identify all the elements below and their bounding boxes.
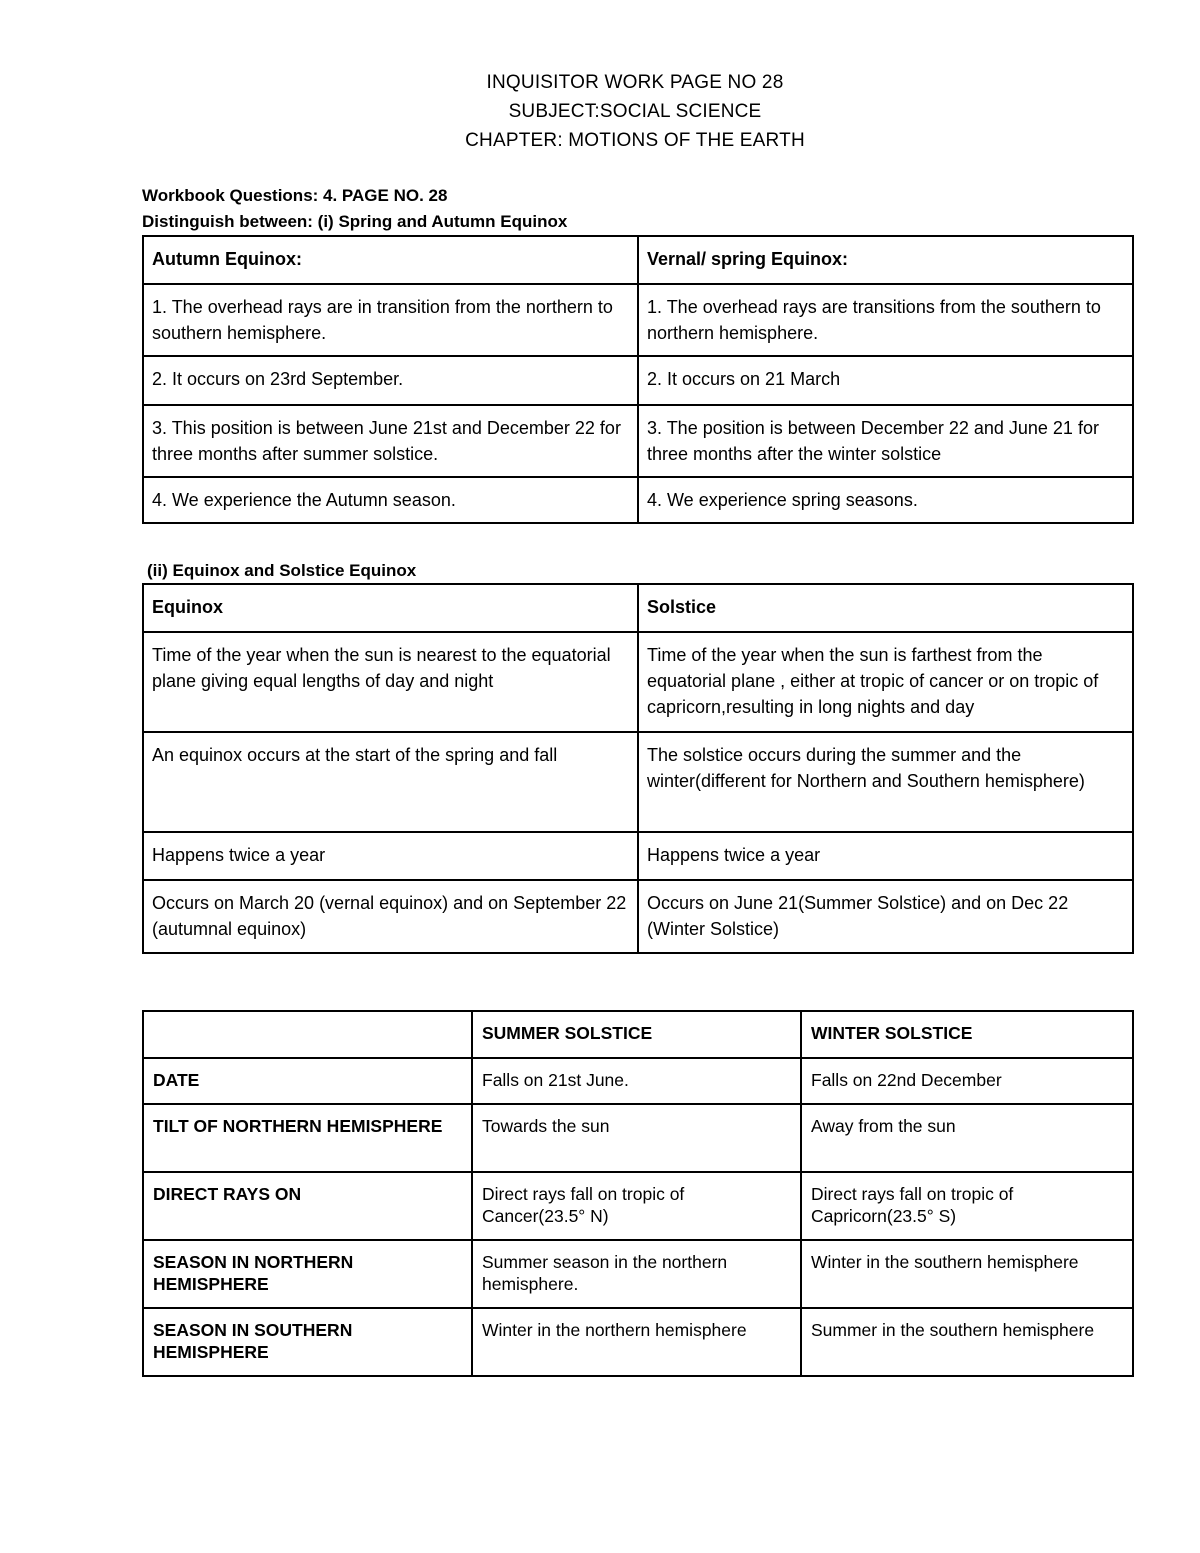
table-row (143, 732, 1133, 832)
spring-autumn-equinox-table (142, 235, 1134, 524)
header-cell: SUMMER SOLSTICE (472, 1011, 801, 1058)
table-row (143, 1172, 1133, 1240)
row-label: SEASON IN NORTHERN HEMISPHERE (143, 1240, 472, 1308)
question-intro (142, 183, 1132, 235)
table-header-row (143, 584, 1133, 632)
row-label: DATE (143, 1058, 472, 1104)
table-cell: 3. This position is between June 21st and December 22 for three months after summer solstice. (143, 405, 638, 477)
table-cell: 1. The overhead rays are transitions from the southern to northern hemisphere. (638, 284, 1133, 356)
page-header (0, 68, 1200, 155)
table-cell: 1. The overhead rays are in transition from the northern to southern hemisphere. (143, 284, 638, 356)
table-cell: The solstice occurs during the summer and the winter(different for Northern and Southern hemisphere) (638, 732, 1133, 832)
header-cell: Solstice (638, 584, 1133, 632)
equinox-solstice-table-wrap (142, 583, 1132, 954)
table-cell: Winter in the southern hemisphere (801, 1240, 1133, 1308)
equinox-comparison-table-wrap (142, 235, 1132, 524)
subject-line: SUBJECT:SOCIAL SCIENCE (508, 101, 762, 122)
table-cell: 4. We experience the Autumn season. (143, 477, 638, 523)
table-row (143, 832, 1133, 880)
table-row (143, 632, 1133, 732)
row-label: SEASON IN SOUTHERN HEMISPHERE (143, 1308, 472, 1376)
table-cell: Summer in the southern hemisphere (801, 1308, 1133, 1376)
table-row (143, 284, 1133, 356)
table-cell: 4. We experience spring seasons. (638, 477, 1133, 523)
distinguish-question: Distinguish between: (i) Spring and Autumn Equinox (142, 212, 568, 231)
table-cell: 2. It occurs on 21 March (638, 356, 1133, 405)
header-cell (143, 1011, 472, 1058)
solstice-comparison-table-wrap (142, 1010, 1132, 1377)
table-row (143, 1308, 1133, 1376)
table-cell: Time of the year when the sun is nearest to the equatorial plane giving equal lengths of day and night (143, 632, 638, 732)
table-header-row (143, 236, 1133, 284)
table-cell: Happens twice a year (143, 832, 638, 880)
table-cell: Away from the sun (801, 1104, 1133, 1172)
header-cell: Autumn Equinox: (143, 236, 638, 284)
table-row (143, 356, 1133, 405)
row-label: DIRECT RAYS ON (143, 1172, 472, 1240)
section-two-title: (ii) Equinox and Solstice Equinox (147, 561, 417, 580)
summer-winter-solstice-table (142, 1010, 1134, 1377)
table-header-row (143, 1011, 1133, 1058)
page-title: INQUISITOR WORK PAGE NO 28 (486, 72, 784, 93)
header-cell: Vernal/ spring Equinox: (638, 236, 1133, 284)
table-cell: Falls on 21st June. (472, 1058, 801, 1104)
table-row (143, 1240, 1133, 1308)
table-cell: 3. The position is between December 22 and June 21 for three months after the winter solstice (638, 405, 1133, 477)
table-cell: Happens twice a year (638, 832, 1133, 880)
table-cell: Summer season in the northern hemisphere. (472, 1240, 801, 1308)
table-cell: Occurs on March 20 (vernal equinox) and on September 22 (autumnal equinox) (143, 880, 638, 953)
table-row (143, 405, 1133, 477)
table-cell: Time of the year when the sun is farthest from the equatorial plane , either at tropic of cancer or on tropic of capricorn,resulting in long nights and day (638, 632, 1133, 732)
table-cell: 2. It occurs on 23rd September. (143, 356, 638, 405)
workbook-question: Workbook Questions: 4. PAGE NO. 28 (142, 186, 448, 205)
row-label: TILT OF NORTHERN HEMISPHERE (143, 1104, 472, 1172)
header-cell: WINTER SOLSTICE (801, 1011, 1133, 1058)
table-cell: Occurs on June 21(Summer Solstice) and on Dec 22 (Winter Solstice) (638, 880, 1133, 953)
table-cell: Towards the sun (472, 1104, 801, 1172)
table-cell: Winter in the northern hemisphere (472, 1308, 801, 1376)
header-cell: Equinox (143, 584, 638, 632)
equinox-solstice-table (142, 583, 1134, 954)
chapter-line: CHAPTER: MOTIONS OF THE EARTH (465, 130, 805, 151)
table-cell: Direct rays fall on tropic of Cancer(23.5° N) (472, 1172, 801, 1240)
table-cell: An equinox occurs at the start of the spring and fall (143, 732, 638, 832)
table-row (143, 477, 1133, 523)
table-row (143, 880, 1133, 953)
table-cell: Direct rays fall on tropic of Capricorn(23.5° S) (801, 1172, 1133, 1240)
table-row (143, 1104, 1133, 1172)
table-cell: Falls on 22nd December (801, 1058, 1133, 1104)
table-row (143, 1058, 1133, 1104)
